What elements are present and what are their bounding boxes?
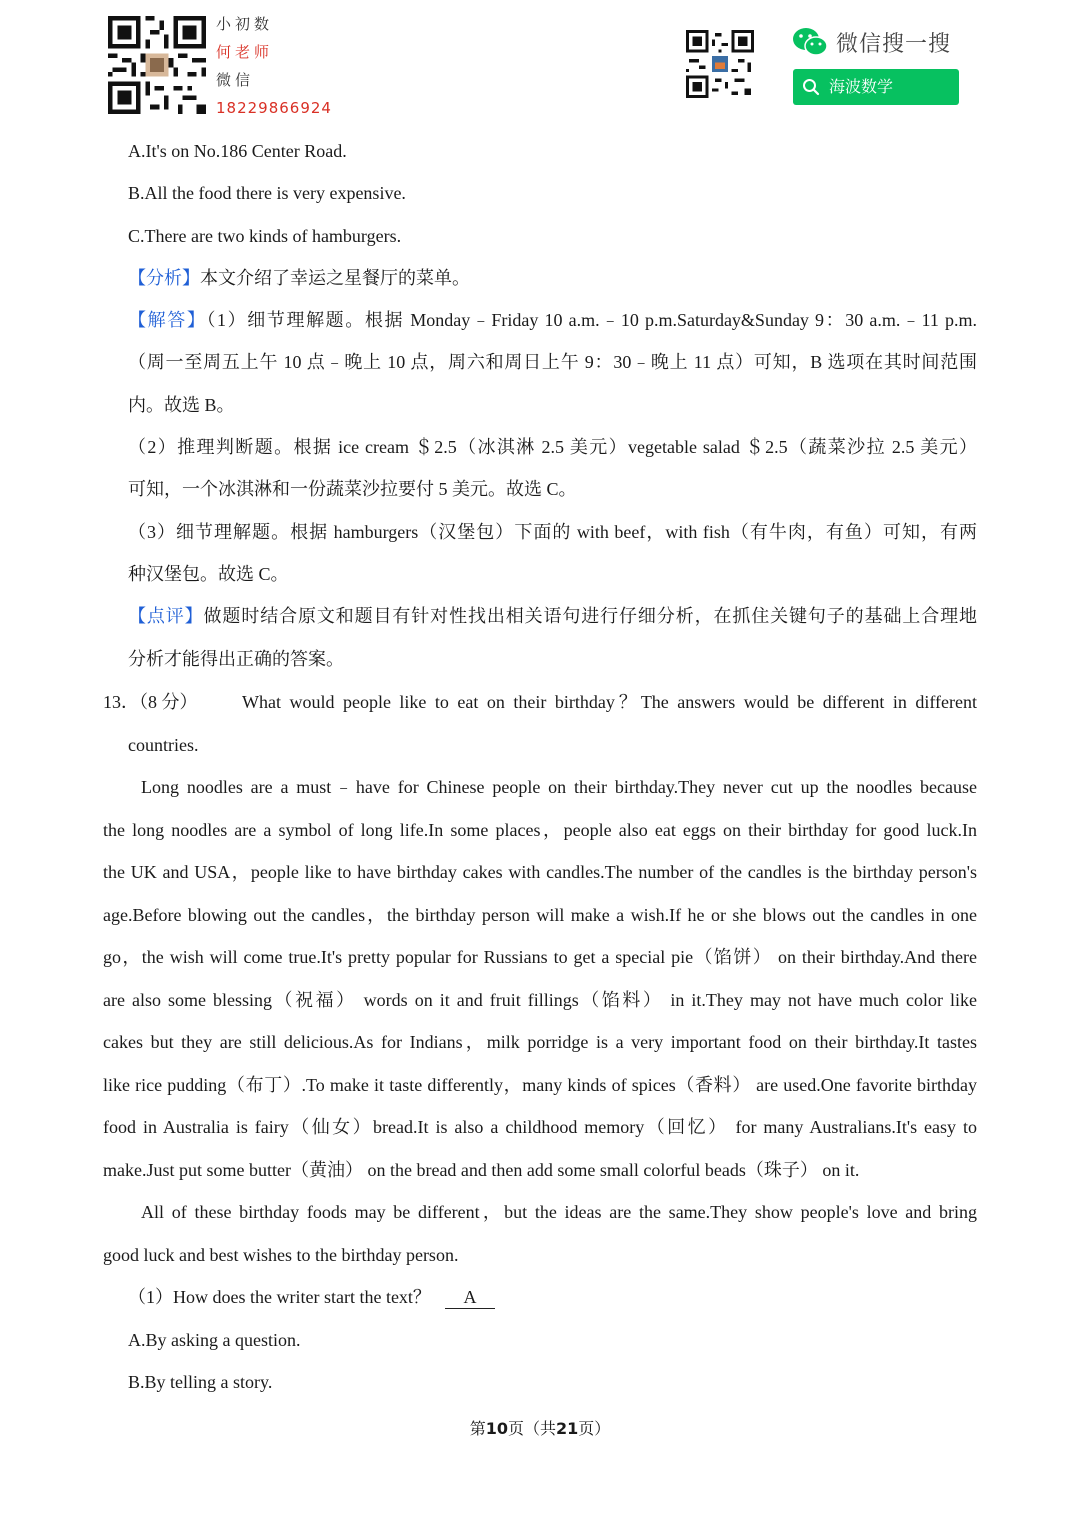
passage-line: are also some blessing（祝福） words on it and fruit fillings（馅料） in it.They may not have much color like [103,990,977,1010]
question-intro: What would people like to eat on their birthday？The answers would be different in different [242,692,977,712]
search-icon [802,78,820,96]
option-b: B.By telling a story. [128,1372,273,1392]
solution-tag: 【解答】 [128,310,207,330]
passage-line: good luck and best wishes to the birthday person. [103,1245,459,1265]
handwriting-line: 微信 [216,71,255,89]
right-qr-code-icon[interactable] [686,30,754,98]
passage-line: make.Just put some butter（黄油） on the bread and then add some small colorful beads（珠子） on it. [103,1160,860,1180]
footer-pre: 第 [469,1419,486,1438]
contact-handwriting [216,10,332,122]
wechat-search-text: 海波数学 [829,77,894,96]
passage-line: like rice pudding（布丁）.To make it taste differently，many kinds of spices（香料） are used.One favorite birthday [103,1075,977,1095]
passage-line: go，the wish will come true.It's pretty popular for Russians to get a special pie（馅饼） on their birthday.And there [103,947,977,967]
wechat-title: 微信搜一搜 [836,32,952,57]
footer-post: 页） [578,1419,611,1438]
footer-mid: 页（共 [507,1419,556,1438]
wechat-search-widget[interactable] [790,24,965,108]
solution-line: （2）推理判断题。根据 ice cream ＄2.5（冰淇淋 2.5 美元）vegetable salad ＄2.5（蔬菜沙拉 2.5 美元） [128,437,977,457]
passage-line: cakes but they are still delicious.As for Indians，milk porridge is a very important food on their birthday.It tastes [103,1032,977,1052]
left-qr-code-icon [108,16,206,114]
comment-line [128,604,977,628]
comment-text: 做题时结合原文和题目有针对性找出相关语句进行仔细分析，在抓住关键句子的基础上合理地 [203,606,977,626]
current-page: 10 [485,1419,508,1438]
handwriting-line: 小初数 [216,15,274,33]
option-a-prev: A.It's on No.186 Center Road. [128,141,347,161]
solution-line: 种汉堡包。故选 C。 [128,564,289,584]
sub-question-text: （1）How does the writer start the text？ [128,1287,431,1307]
solution-line: 可知，一个冰淇淋和一份蔬菜沙拉要付 5 美元。故选 C。 [128,479,577,499]
solution-line [128,308,977,332]
option-b-prev: B.All the food there is very expensive. [128,183,406,203]
total-pages: 21 [556,1419,579,1438]
passage-line: the UK and USA，people like to have birthday cakes with candles.The number of the candles is the birthday person's [103,862,977,882]
passage-line: food in Australia is fairy（仙女）bread.It is also a childhood memory（回忆） for many Australians.It's easy to [103,1117,977,1137]
phone-number: 18229866924 [216,99,332,117]
passage-line: the long noodles are a symbol of long life.In some places，people also eat eggs on their birthday for good luck.In [103,820,977,840]
wechat-logo-icon [792,26,828,58]
passage-line: Long noodles are a must﹣have for Chinese people on their birthday.They never cut up the noodles because [141,777,977,797]
analysis-tag: 【分析】 [128,268,200,288]
question-intro: countries. [128,735,199,755]
sub-question-1 [128,1285,495,1309]
question-number: 13．（8 分） [103,692,198,712]
analysis-line [128,266,470,290]
option-a: A.By asking a question. [128,1330,301,1350]
handwriting-line: 何老师 [216,43,274,61]
passage-line: age.Before blowing out the candles，the birthday person will make a wish.If he or she blows out the candles in one [103,905,977,925]
solution-line: （周一至周五上午 10 点﹣晚上 10 点，周六和周日上午 9：30﹣晚上 11 点）可知，B 选项在其时间范围 [128,352,977,372]
answer-blank: A [445,1286,495,1309]
analysis-text: 本文介绍了幸运之星餐厅的菜单。 [200,268,470,288]
solution-line: 内。故选 B。 [128,395,235,415]
comment-line: 分析才能得出正确的答案。 [128,649,344,669]
wechat-search-button[interactable] [793,69,959,105]
comment-tag: 【点评】 [128,606,204,626]
page-header [0,0,1080,130]
solution-line: （3）细节理解题。根据 hamburgers（汉堡包）下面的 with beef，with fish（有牛肉，有鱼）可知，有两 [128,522,977,542]
solution-text: （1）细节理解题。根据 Monday﹣Friday 10 a.m.﹣10 p.m.Saturday&Sunday 9：30 a.m.﹣11 p.m. [206,310,978,330]
passage-line: All of these birthday foods may be different，but the ideas are the same.They show people's love and bring [141,1202,977,1222]
page-footer [0,1416,1080,1439]
option-c-prev: C.There are two kinds of hamburgers. [128,226,402,246]
